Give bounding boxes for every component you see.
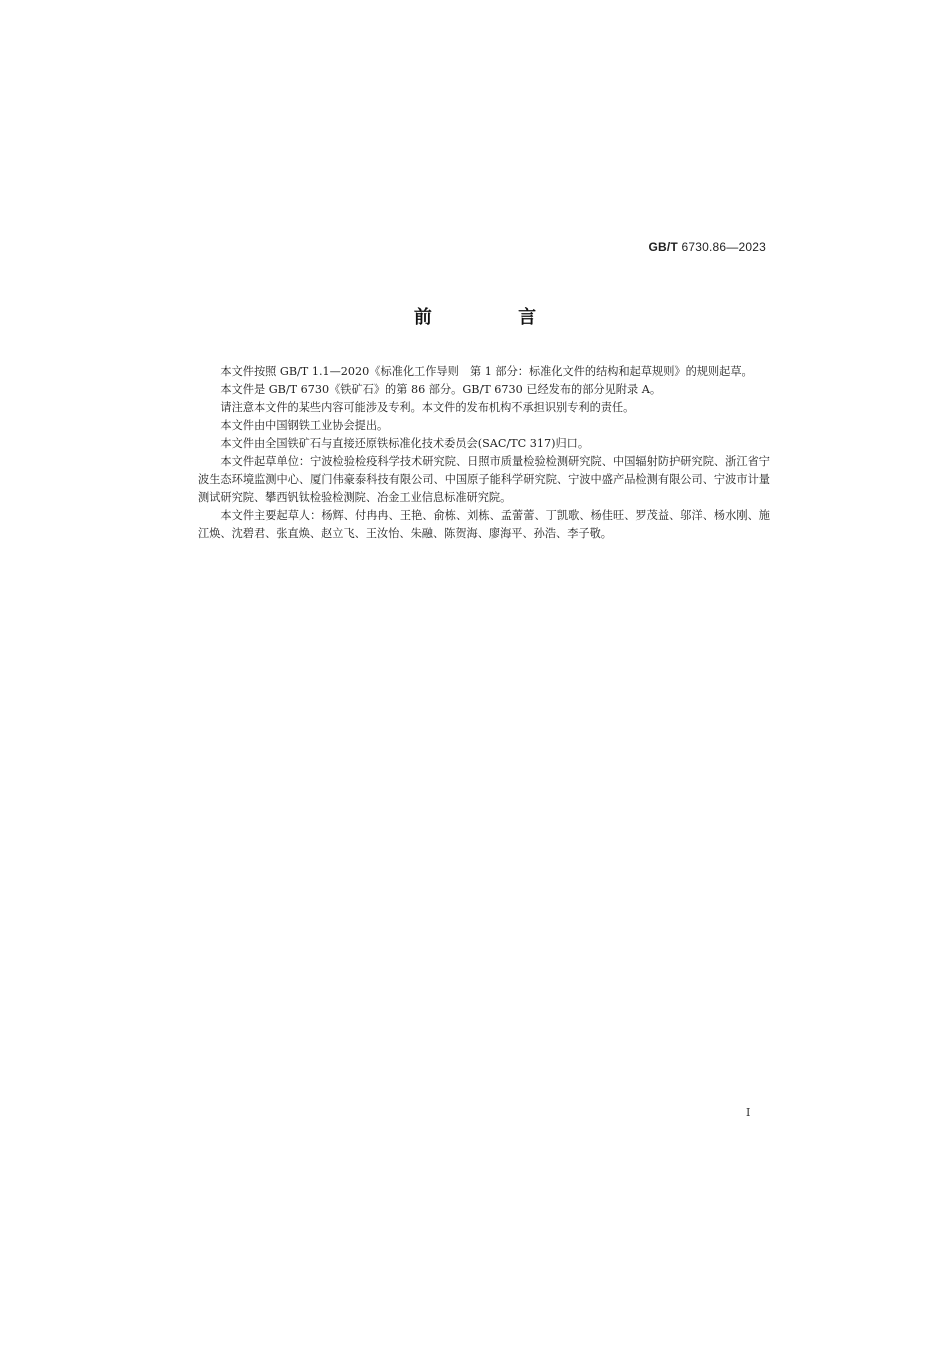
paragraph-drafting-rules: 本文件按照 GB/T 1.1—2020《标准化工作导则 第 1 部分：标准化文件的结构和起草规则》的规则起草。 [220, 365, 753, 378]
standard-code: 6730.86—2023 [681, 240, 766, 254]
standard-prefix: GB/T [648, 240, 678, 254]
standard-number [649, 240, 767, 254]
paragraph-drafters: 本文件主要起草人：杨辉、付冉冉、王艳、俞栋、刘栋、孟蕾蕾、丁凯歌、杨佳旺、罗茂益、邬洋、杨水刚、施江焕、沈碧君、张直焕、赵立飞、王汝怡、朱融、陈贺海、廖海平、孙浩、李子敬。 [198, 509, 770, 540]
paragraph-proposer: 本文件由中国钢铁工业协会提出。 [220, 419, 389, 432]
foreword-body [198, 363, 770, 543]
page-number: I [746, 1106, 751, 1119]
paragraph-patent-notice: 请注意本文件的某些内容可能涉及专利。本文件的发布机构不承担识别专利的责任。 [220, 401, 635, 414]
page-title: 前 言 [413, 307, 577, 328]
paragraph-part-info: 本文件是 GB/T 6730《铁矿石》的第 86 部分。GB/T 6730 已经发布的部分见附录 A。 [220, 383, 662, 396]
paragraph-drafting-units: 本文件起草单位：宁波检验检疫科学技术研究院、日照市质量检验检测研究院、中国辐射防护研究院、浙江省宁波生态环境监测中心、厦门伟豪泰科技有限公司、中国原子能科学研究院、宁波中盛产品检测有限公司、宁波市计量测试研究院、攀西钒钛检验检测院、冶金工业信息标准研究院。 [198, 455, 770, 504]
paragraph-committee: 本文件由全国铁矿石与直接还原铁标准化技术委员会(SAC/TC 317)归口。 [220, 437, 590, 450]
